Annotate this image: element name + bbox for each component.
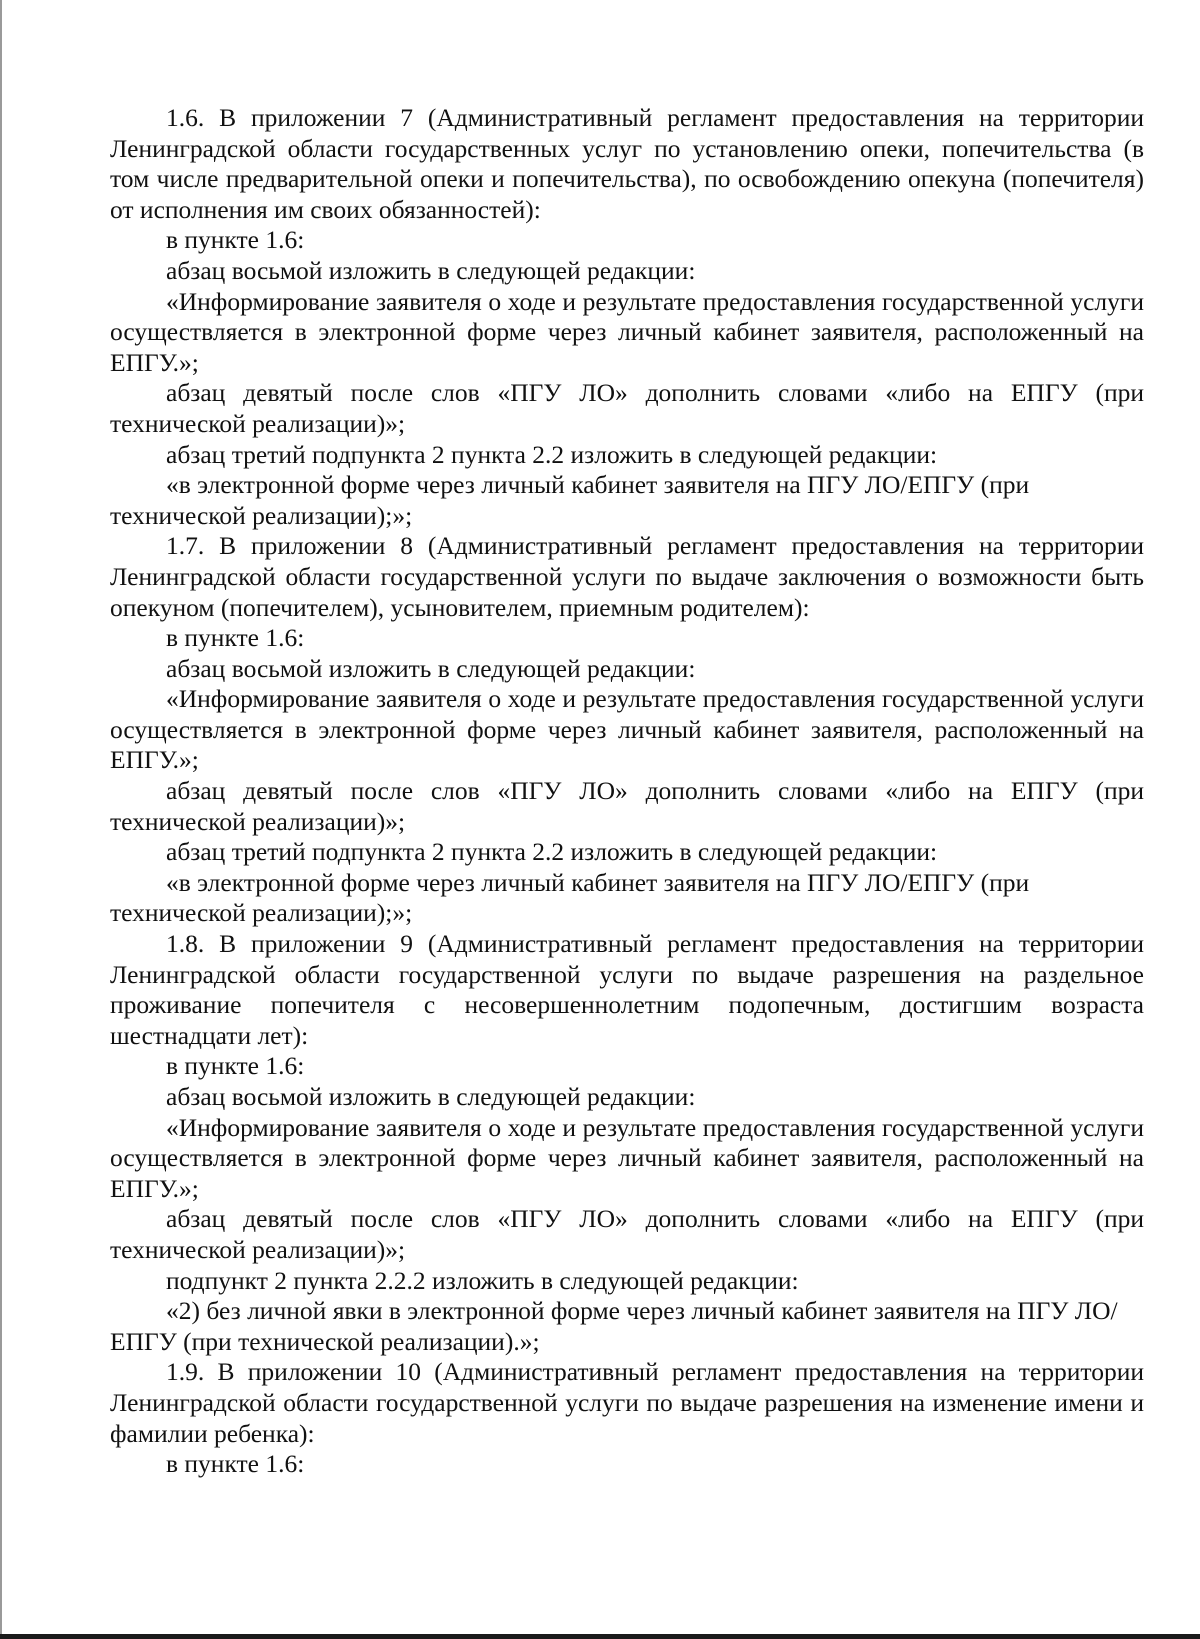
paragraph-quote-informing: «Информирование заявителя о ходе и результате предоставления государственной услуги осуществляется в электронной форме через личный кабинет заявителя, расположенный на ЕПГУ.»; bbox=[110, 1112, 1144, 1203]
paragraph-amendment-8: абзац восьмой изложить в следующей редакции: bbox=[166, 653, 696, 683]
paragraph-clause-ref: в пункте 1.6: bbox=[166, 225, 305, 255]
paragraph-amendment-2-2: абзац третий подпункта 2 пункта 2.2 изложить в следующей редакции: bbox=[166, 439, 938, 469]
scan-edge-left bbox=[0, 0, 2, 1639]
paragraph-amendment-9: абзац девятый после слов «ПГУ ЛО» дополнить словами «либо на ЕПГУ (при технической реализации)»; bbox=[110, 1204, 1144, 1264]
document-page bbox=[110, 103, 1144, 1480]
paragraph-quote-without-visit: «2) без личной явки в электронной форме через личный кабинет заявителя на ПГУ ЛО/ЕПГУ (при технической реализации).»; bbox=[110, 1296, 1118, 1356]
paragraph-clause-ref: в пункте 1.6: bbox=[166, 623, 305, 653]
paragraph-clause-ref: в пункте 1.6: bbox=[166, 1449, 305, 1479]
paragraph-quote-informing: «Информирование заявителя о ходе и результате предоставления государственной услуги осуществляется в электронной форме через личный кабинет заявителя, расположенный на ЕПГУ.»; bbox=[110, 684, 1144, 775]
paragraph-quote-electronic: «в электронной форме через личный кабинет заявителя на ПГУ ЛО/ЕПГУ (при технической реализации);»; bbox=[110, 470, 1030, 530]
paragraph-amendment-2-2: абзац третий подпункта 2 пункта 2.2 изложить в следующей редакции: bbox=[166, 837, 938, 867]
paragraph-1-8-intro: 1.8. В приложении 9 (Административный регламент предоставления на территории Ленинградской области государственной услуги по выдаче разрешения на раздельное проживание попечителя с несовершеннолетним подопечным, достигшим возраста шестнадцати лет): bbox=[110, 929, 1144, 1050]
paragraph-amendment-9: абзац девятый после слов «ПГУ ЛО» дополнить словами «либо на ЕПГУ (при технической реализации)»; bbox=[110, 378, 1144, 438]
paragraph-1-7-intro: 1.7. В приложении 8 (Административный регламент предоставления на территории Ленинградской области государственной услуги по выдаче заключения о возможности быть опекуном (попечителем), усыновителем, приемным родителем): bbox=[110, 531, 1144, 622]
paragraph-amendment-2-2-2: подпункт 2 пункта 2.2.2 изложить в следующей редакции: bbox=[166, 1265, 799, 1295]
paragraph-clause-ref: в пункте 1.6: bbox=[166, 1051, 305, 1081]
paragraph-1-9-intro: 1.9. В приложении 10 (Административный регламент предоставления на территории Ленинградской области государственной услуги по выдаче разрешения на изменение имени и фамилии ребенка): bbox=[110, 1357, 1144, 1448]
paragraph-quote-electronic: «в электронной форме через личный кабинет заявителя на ПГУ ЛО/ЕПГУ (при технической реализации);»; bbox=[110, 867, 1030, 928]
paragraph-amendment-9: абзац девятый после слов «ПГУ ЛО» дополнить словами «либо на ЕПГУ (при технической реализации)»; bbox=[110, 776, 1144, 836]
paragraph-amendment-8: абзац восьмой изложить в следующей редакции: bbox=[166, 255, 696, 285]
paragraph-quote-informing: «Информирование заявителя о ходе и результате предоставления государственной услуги осуществляется в электронной форме через личный кабинет заявителя, расположенный на ЕПГУ.»; bbox=[110, 286, 1144, 377]
scan-edge-bottom bbox=[0, 1634, 1200, 1639]
paragraph-amendment-8: абзац восьмой изложить в следующей редакции: bbox=[166, 1082, 696, 1111]
paragraph-1-6-intro: 1.6. В приложении 7 (Административный регламент предоставления на территории Ленинградской области государственных услуг по установлению опеки, попечительства (в том числе предварительной опеки и попечительства), по освобождению опекуна (попечителя) от исполнения им своих обязанностей): bbox=[110, 103, 1144, 224]
document-body bbox=[110, 103, 1144, 1480]
